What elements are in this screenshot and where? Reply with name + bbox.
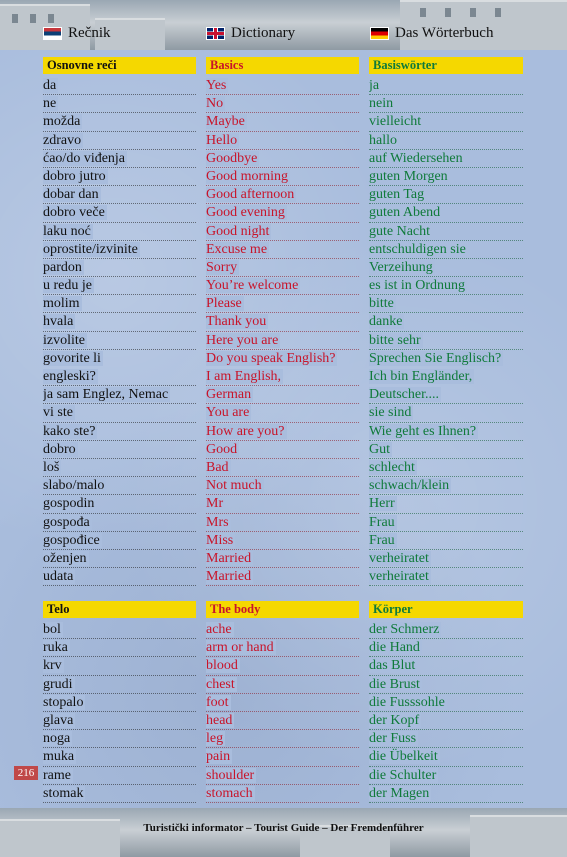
section-1-german-column: [369, 57, 523, 586]
list-item: [206, 676, 359, 694]
serbian-term: slabo/malo: [43, 478, 105, 494]
list-item: [206, 767, 359, 785]
list-item: [369, 532, 523, 550]
english-term: ache: [206, 622, 232, 637]
german-term: gute Nacht: [369, 223, 431, 239]
english-term: You’re welcome: [206, 278, 299, 294]
serbian-term: vi ste: [43, 405, 73, 421]
list-item: [43, 277, 196, 295]
list-item: [369, 295, 523, 313]
german-term: die Fusssohle: [369, 694, 445, 710]
section-1-serbian-column: [43, 57, 196, 586]
english-term: stomach: [206, 785, 253, 801]
list-item: [369, 621, 523, 639]
list-item: [43, 568, 196, 586]
section-2-english-column: [206, 601, 359, 803]
list-item: [43, 186, 196, 204]
list-item: [43, 313, 196, 331]
serbian-term: dobro: [43, 441, 76, 457]
english-term: Please: [206, 296, 242, 312]
list-item: [43, 514, 196, 532]
english-term: Goodbye: [206, 150, 258, 166]
german-term: Frau: [369, 532, 395, 548]
german-term: guten Morgen: [369, 168, 448, 184]
section-2-serbian-header: Telo: [43, 601, 196, 618]
list-item: [43, 223, 196, 241]
german-heading-label: Das Wörterbuch: [395, 24, 494, 41]
english-term: German: [206, 387, 252, 403]
german-term: der Schmerz: [369, 622, 440, 637]
list-item: [43, 368, 196, 386]
serbian-term: gospodin: [43, 496, 95, 512]
list-item: [206, 150, 359, 168]
serbian-term: krv: [43, 658, 62, 674]
list-item: [369, 730, 523, 748]
list-item: [369, 423, 523, 441]
list-item: [369, 676, 523, 694]
german-term: hallo: [369, 132, 397, 148]
list-item: [43, 441, 196, 459]
list-item: [206, 550, 359, 568]
serbian-heading-label: Rečnik: [68, 24, 111, 41]
german-term: Frau: [369, 514, 395, 530]
english-term: Thank you: [206, 314, 267, 330]
list-item: [206, 712, 359, 730]
german-heading: [370, 23, 493, 43]
english-term: pain: [206, 749, 231, 765]
german-term: danke: [369, 314, 403, 330]
english-term: Yes: [206, 78, 227, 93]
serbian-term: govorite li: [43, 350, 101, 366]
list-item: [369, 350, 523, 368]
german-term: es ist in Ordnung: [369, 278, 466, 294]
list-item: [369, 441, 523, 459]
list-item: [369, 259, 523, 277]
english-term: Do you speak English?: [206, 350, 336, 366]
list-item: [43, 730, 196, 748]
list-item: [206, 495, 359, 513]
list-item: [43, 676, 196, 694]
german-term: Wie geht es Ihnen?: [369, 423, 477, 439]
list-item: [206, 514, 359, 532]
list-item: [206, 313, 359, 331]
list-item: [206, 95, 359, 113]
list-item: [369, 332, 523, 350]
list-item: [206, 639, 359, 657]
serbian-term: noga: [43, 731, 71, 747]
english-term: Maybe: [206, 114, 245, 130]
serbian-term: oprostite/izvinite: [43, 241, 138, 257]
serbian-term: ne: [43, 96, 57, 112]
english-term: You are: [206, 405, 250, 421]
german-term: die Schulter: [369, 767, 437, 783]
list-item: [43, 639, 196, 657]
list-item: [206, 657, 359, 675]
list-item: [206, 404, 359, 422]
serbian-term: pardon: [43, 259, 82, 275]
list-item: [43, 423, 196, 441]
section-1-english-header: Basics: [206, 57, 359, 74]
english-term: Good night: [206, 223, 270, 239]
english-term: chest: [206, 676, 235, 692]
list-item: [369, 132, 523, 150]
list-item: [43, 350, 196, 368]
german-term: bitte sehr: [369, 332, 421, 348]
uk-flag-icon: [206, 27, 225, 40]
list-item: [369, 313, 523, 331]
german-term: entschuldigen sie: [369, 241, 466, 257]
list-item: [206, 259, 359, 277]
list-item: [369, 495, 523, 513]
list-item: [43, 767, 196, 785]
list-item: [206, 368, 359, 386]
german-term: die Brust: [369, 676, 420, 692]
serbian-heading: [43, 23, 111, 43]
german-term: Herr: [369, 496, 395, 512]
english-term: Good afternoon: [206, 187, 295, 203]
list-item: [43, 168, 196, 186]
list-item: [206, 168, 359, 186]
english-term: Good evening: [206, 205, 285, 221]
list-item: [369, 204, 523, 222]
english-heading-label: Dictionary: [231, 24, 296, 41]
english-term: Here you are: [206, 332, 279, 348]
german-term: guten Abend: [369, 205, 441, 221]
serbian-term: da: [43, 78, 57, 93]
german-term: die Übelkeit: [369, 749, 438, 765]
english-term: head: [206, 712, 233, 728]
section-2-german-column: [369, 601, 523, 803]
english-term: blood: [206, 658, 238, 674]
english-term: Good morning: [206, 168, 289, 184]
section-1-english-column: [206, 57, 359, 586]
list-item: [206, 350, 359, 368]
serbian-term: molim: [43, 296, 80, 312]
english-term: arm or hand: [206, 640, 274, 656]
german-term: das Blut: [369, 658, 416, 674]
list-item: [206, 423, 359, 441]
serbian-term: engleski?: [43, 369, 96, 384]
list-item: [43, 259, 196, 277]
serbian-term: zdravo: [43, 132, 82, 148]
english-term: Mrs: [206, 514, 229, 530]
list-item: [369, 223, 523, 241]
german-term: guten Tag: [369, 187, 425, 203]
german-term: Ich bin Engländer,: [369, 369, 473, 384]
english-term: Married: [206, 550, 252, 566]
list-item: [369, 694, 523, 712]
list-item: [369, 241, 523, 259]
serbian-term: laku noć: [43, 223, 91, 239]
list-item: [206, 241, 359, 259]
german-term: Gut: [369, 441, 390, 457]
english-term: Mr: [206, 496, 224, 512]
english-heading: [206, 23, 295, 43]
list-item: [206, 441, 359, 459]
serbian-term: kako ste?: [43, 423, 96, 439]
german-term: verheiratet: [369, 569, 429, 585]
list-item: [43, 132, 196, 150]
list-item: [43, 477, 196, 495]
list-item: [369, 368, 523, 386]
list-item: [43, 386, 196, 404]
german-term: vielleicht: [369, 114, 422, 130]
serbia-flag-icon: [43, 27, 62, 40]
serbian-term: glava: [43, 712, 74, 728]
page-number: 216: [14, 766, 38, 780]
german-term: schlecht: [369, 459, 415, 475]
list-item: [43, 241, 196, 259]
list-item: [369, 477, 523, 495]
list-item: [369, 459, 523, 477]
list-item: [369, 404, 523, 422]
german-term: bitte: [369, 296, 394, 312]
list-item: [369, 386, 523, 404]
section-1-german-header: Basiswörter: [369, 57, 523, 74]
list-item: [369, 550, 523, 568]
german-term: verheiratet: [369, 550, 429, 566]
list-item: [43, 621, 196, 639]
german-term: der Fuss: [369, 731, 417, 747]
serbian-term: muka: [43, 749, 75, 765]
list-item: [43, 712, 196, 730]
serbian-term: u redu je: [43, 278, 92, 294]
english-term: No: [206, 96, 224, 112]
english-term: I am English,: [206, 369, 282, 384]
german-term: sie sind: [369, 405, 412, 421]
list-item: [206, 332, 359, 350]
serbian-term: udata: [43, 569, 74, 585]
list-item: [206, 477, 359, 495]
english-term: Miss: [206, 532, 234, 548]
german-term: der Magen: [369, 785, 430, 801]
list-item: [43, 77, 196, 95]
list-item: [43, 532, 196, 550]
german-term: der Kopf: [369, 712, 420, 728]
page-header: [0, 0, 567, 50]
english-term: Sorry: [206, 259, 238, 275]
german-term: Verzeihung: [369, 259, 433, 275]
list-item: [369, 77, 523, 95]
serbian-term: grudi: [43, 676, 73, 692]
german-term: Deutscher....: [369, 387, 439, 403]
serbian-term: ja sam Englez, Nemac: [43, 387, 169, 403]
serbian-term: bol: [43, 622, 61, 637]
list-item: [43, 150, 196, 168]
german-term: die Hand: [369, 640, 420, 656]
english-term: Good: [206, 441, 238, 457]
serbian-term: dobar dan: [43, 187, 99, 203]
list-item: [206, 386, 359, 404]
list-item: [369, 168, 523, 186]
english-term: Not much: [206, 478, 262, 494]
serbian-term: oženjen: [43, 550, 87, 566]
list-item: [369, 767, 523, 785]
list-item: [43, 113, 196, 131]
footer-title: Turistički informator – Tourist Guide – Der Fremdenführer: [143, 822, 424, 834]
serbian-term: možda: [43, 114, 81, 130]
list-item: [369, 186, 523, 204]
serbian-term: gospođice: [43, 532, 100, 548]
list-item: [369, 113, 523, 131]
serbian-term: dobro veče: [43, 205, 105, 221]
list-item: [206, 204, 359, 222]
list-item: [43, 95, 196, 113]
german-term: ja: [369, 78, 380, 93]
list-item: [369, 712, 523, 730]
list-item: [43, 495, 196, 513]
section-2-serbian-column: [43, 601, 196, 803]
section-1-serbian-header: Osnovne reči: [43, 57, 196, 74]
list-item: [206, 532, 359, 550]
list-item: [206, 694, 359, 712]
list-item: [206, 132, 359, 150]
serbian-term: gospođa: [43, 514, 90, 530]
serbian-term: ćao/do viđenja: [43, 150, 126, 166]
list-item: [43, 748, 196, 766]
english-term: How are you?: [206, 423, 285, 439]
list-item: [369, 95, 523, 113]
serbian-term: stopalo: [43, 694, 84, 710]
serbian-term: loš: [43, 459, 60, 475]
list-item: [206, 621, 359, 639]
list-item: [206, 277, 359, 295]
list-item: [43, 459, 196, 477]
list-item: [43, 550, 196, 568]
list-item: [206, 748, 359, 766]
list-item: [206, 730, 359, 748]
english-term: foot: [206, 694, 229, 710]
section-2-german-header: Körper: [369, 601, 523, 618]
list-item: [369, 277, 523, 295]
list-item: [43, 204, 196, 222]
list-item: [206, 568, 359, 586]
list-item: [369, 639, 523, 657]
list-item: [206, 459, 359, 477]
english-term: Excuse me: [206, 241, 268, 257]
list-item: [206, 113, 359, 131]
list-item: [369, 514, 523, 532]
serbian-term: ruka: [43, 640, 68, 656]
germany-flag-icon: [370, 27, 389, 40]
list-item: [206, 186, 359, 204]
serbian-term: izvolite: [43, 332, 85, 348]
list-item: [369, 568, 523, 586]
section-2-english-header: The body: [206, 601, 359, 618]
serbian-term: rame: [43, 767, 71, 783]
german-term: Sprechen Sie Englisch?: [369, 350, 502, 366]
list-item: [43, 332, 196, 350]
english-term: shoulder: [206, 767, 255, 783]
serbian-term: dobro jutro: [43, 168, 106, 184]
list-item: [369, 657, 523, 675]
english-term: Married: [206, 569, 252, 585]
english-term: leg: [206, 731, 224, 747]
english-term: Bad: [206, 459, 229, 475]
list-item: [43, 785, 196, 803]
serbian-term: hvala: [43, 314, 74, 330]
list-item: [206, 785, 359, 803]
german-term: schwach/klein: [369, 478, 450, 494]
list-item: [43, 295, 196, 313]
list-item: [206, 295, 359, 313]
list-item: [369, 150, 523, 168]
list-item: [43, 694, 196, 712]
serbian-term: stomak: [43, 785, 84, 801]
english-term: Hello: [206, 132, 238, 148]
list-item: [369, 785, 523, 803]
list-item: [206, 77, 359, 95]
german-term: nein: [369, 96, 394, 112]
list-item: [369, 748, 523, 766]
list-item: [206, 223, 359, 241]
german-term: auf Wiedersehen: [369, 150, 463, 166]
list-item: [43, 657, 196, 675]
list-item: [43, 404, 196, 422]
